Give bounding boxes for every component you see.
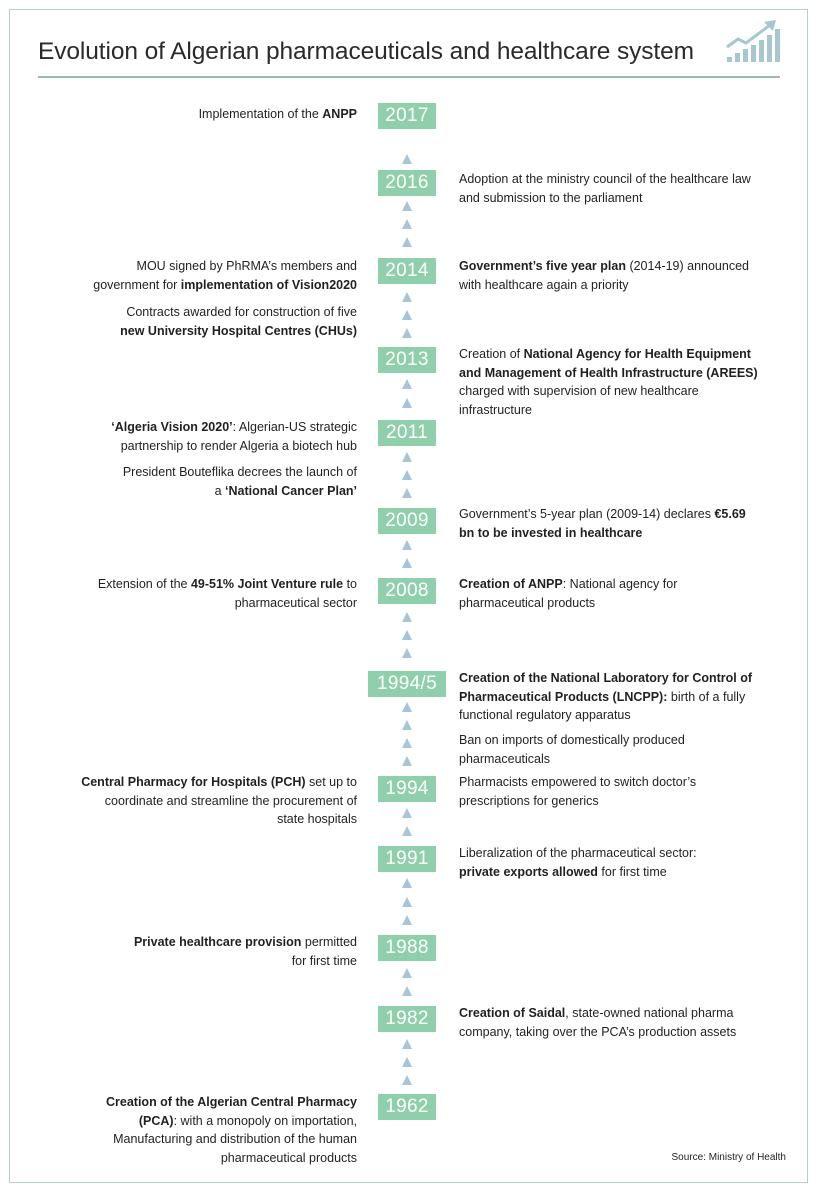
timeline-arrow-icon	[402, 612, 412, 622]
timeline-arrow-icon	[402, 826, 412, 836]
year-box-2008: 2008	[378, 578, 436, 604]
timeline-arrow-icon	[402, 398, 412, 408]
event-1982-right: Creation of Saidal, state-owned national pharma company, taking over the PCA’s production assets	[459, 1006, 737, 1039]
timeline-arrow-icon	[402, 1075, 412, 1085]
timeline-arrow-icon	[402, 702, 412, 712]
timeline-arrow-icon	[402, 470, 412, 480]
page-title: Evolution of Algerian pharmaceuticals and healthcare system	[38, 38, 694, 65]
timeline-arrow-icon	[402, 154, 412, 164]
event-2013-right: Creation of National Agency for Health Equipment and Management of Health Infrastructure (AREES) charged with supervision of new healthcare infrastructure	[459, 347, 758, 417]
timeline-arrow-icon	[402, 379, 412, 389]
event-chu-left: Contracts awarded for construction of five new University Hospital Centres (CHUs)	[120, 305, 357, 338]
timeline-arrow-icon	[402, 738, 412, 748]
year-box-2013: 2013	[378, 347, 436, 373]
event-2014-left: MOU signed by PhRMA’s members and government for implementation of Vision2020	[93, 259, 357, 292]
timeline-arrow-icon	[402, 756, 412, 766]
event-2008-right: Creation of ANPP: National agency for pharmaceutical products	[459, 577, 678, 610]
timeline-arrow-icon	[402, 237, 412, 247]
timeline-arrow-icon	[402, 310, 412, 320]
event-2008-left: Extension of the 49-51% Joint Venture rule to pharmaceutical sector	[97, 577, 357, 610]
year-box-2017: 2017	[378, 103, 436, 129]
year-box-2014: 2014	[378, 258, 436, 284]
timeline-arrow-icon	[402, 201, 412, 211]
timeline-arrow-icon	[402, 968, 412, 978]
event-2016-right: Adoption at the ministry council of the healthcare law and submission to the parliament	[459, 172, 751, 205]
year-box-2016: 2016	[378, 170, 436, 196]
event-1991-right: Liberalization of the pharmaceutical sector: private exports allowed for first time	[459, 846, 697, 879]
year-box-1962: 1962	[378, 1094, 436, 1120]
source-note: Source: Ministry of Health	[671, 1152, 786, 1163]
event-2017-left: Implementation of the ANPP	[198, 107, 357, 121]
event-cancer-left: President Bouteflika decrees the launch of a ‘National Cancer Plan’	[122, 465, 357, 498]
timeline-arrow-icon	[402, 1057, 412, 1067]
timeline-arrow-icon	[402, 488, 412, 498]
event-1962-left: Creation of the Algerian Central Pharmacy (PCA): with a monopoly on importation, Manufacturing and distribution of the human pharmaceutical products	[106, 1095, 357, 1165]
year-box-1994: 1994	[378, 776, 436, 802]
year-box-1991: 1991	[378, 846, 436, 872]
timeline-arrow-icon	[402, 452, 412, 462]
timeline-arrow-icon	[402, 292, 412, 302]
year-box-1988: 1988	[378, 935, 436, 961]
rising-bar-chart-icon	[724, 17, 782, 65]
timeline-arrow-icon	[402, 558, 412, 568]
timeline-arrow-icon	[402, 648, 412, 658]
event-ban-right: Ban on imports of domestically produced pharmaceuticals	[459, 733, 685, 766]
timeline-arrow-icon	[402, 630, 412, 640]
timeline-arrow-icon	[402, 897, 412, 907]
event-2014-right: Government’s five year plan (2014-19) announced with healthcare again a priority	[459, 259, 749, 292]
timeline-arrow-icon	[402, 915, 412, 925]
timeline-arrow-icon	[402, 878, 412, 888]
year-box-2011: 2011	[378, 420, 436, 446]
timeline-arrow-icon	[402, 540, 412, 550]
event-2009-right: Government’s 5-year plan (2009-14) declares €5.69 bn to be invested in healthcare	[459, 507, 746, 540]
timeline-arrow-icon	[402, 219, 412, 229]
year-box-1994-5: 1994/5	[368, 671, 446, 697]
timeline-arrow-icon	[402, 986, 412, 996]
title-divider	[38, 76, 780, 78]
event-1994-5-right: Creation of the National Laboratory for Control of Pharmaceutical Products (LNCPP): birth of a fully functional regulatory apparatus	[459, 671, 753, 722]
event-1988-left: Private healthcare provision permitted for first time	[133, 935, 357, 968]
event-2011-left: ‘Algeria Vision 2020’: Algerian-US strategic partnership to render Algeria a biotech hub	[111, 420, 357, 453]
year-box-1982: 1982	[378, 1006, 436, 1032]
timeline-arrow-icon	[402, 1039, 412, 1049]
timeline-arrow-icon	[402, 720, 412, 730]
timeline-arrow-icon	[402, 808, 412, 818]
event-1994-left: Central Pharmacy for Hospitals (PCH) set up to coordinate and streamline the procurement of state hospitals	[81, 775, 357, 826]
year-box-2009: 2009	[378, 508, 436, 534]
event-1994-right: Pharmacists empowered to switch doctor’s prescriptions for generics	[459, 775, 697, 808]
timeline-arrow-icon	[402, 328, 412, 338]
